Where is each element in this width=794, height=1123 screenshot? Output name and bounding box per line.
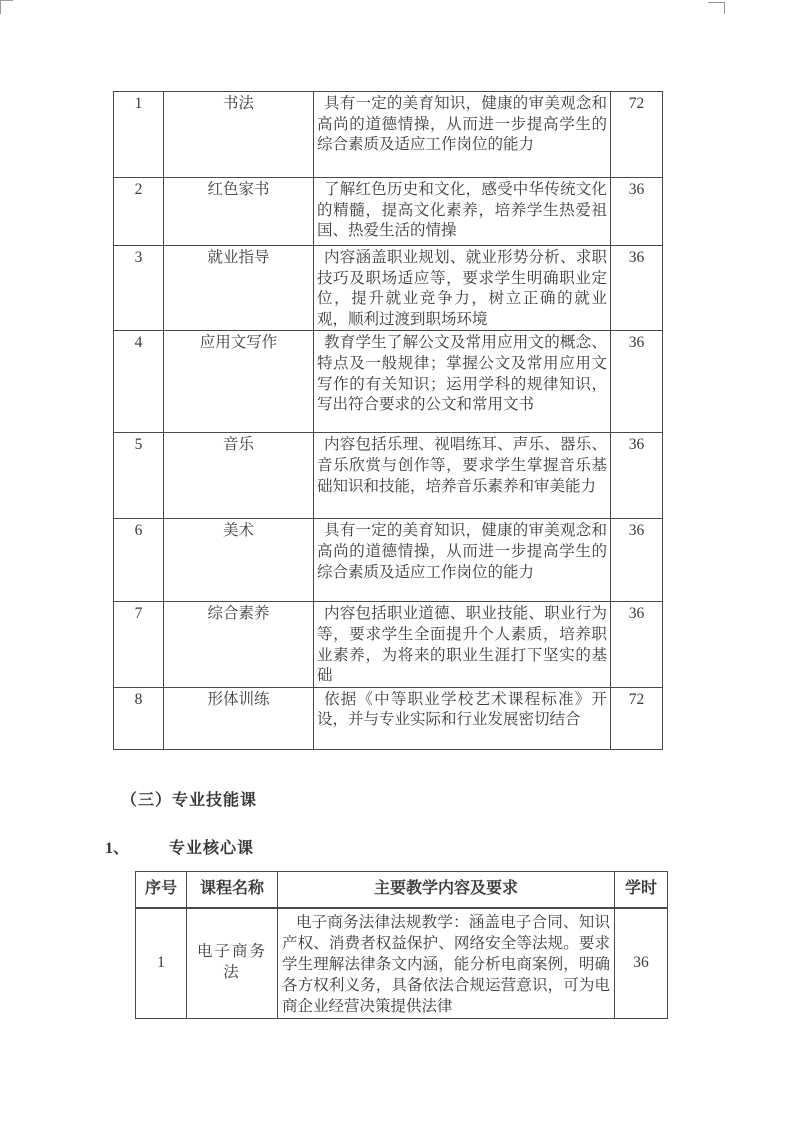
course-description-cell: 具有一定的美育知识，健康的审美观念和高尚的道德情操，从而进一步提高学生的综合素质及适应工作岗位的能力 xyxy=(314,92,611,178)
header-no-cell: 序号 xyxy=(136,872,187,908)
general-courses-table xyxy=(113,91,663,750)
row-number-cell: 8 xyxy=(114,687,164,749)
row-number-cell: 2 xyxy=(114,178,164,246)
course-name-cell: 红色家书 xyxy=(164,178,314,246)
course-description-cell: 内容包括乐理、视唱练耳、声乐、器乐、音乐欣赏与创作等，要求学生掌握音乐基础知识和技能，培养音乐素养和审美能力 xyxy=(314,433,611,519)
crop-mark-top-left-icon xyxy=(0,0,13,14)
table-row xyxy=(114,92,663,178)
course-hours-cell: 36 xyxy=(611,433,663,519)
header-content-cell: 主要教学内容及要求 xyxy=(278,872,615,908)
course-hours-cell: 36 xyxy=(611,178,663,246)
subsection-heading xyxy=(105,835,254,858)
course-description-cell: 依据《中等职业学校艺术课程标准》开设，并与专业实际和行业发展密切结合 xyxy=(314,687,611,749)
row-number-cell: 3 xyxy=(114,246,164,331)
table-row xyxy=(114,178,663,246)
course-name-cell: 书法 xyxy=(164,92,314,178)
table-row xyxy=(114,246,663,331)
table-row xyxy=(114,602,663,687)
course-description-cell: 了解红色历史和文化，感受中华传统文化的精髓，提高文化素养，培养学生热爱祖国、热爱生活的情操 xyxy=(314,178,611,246)
table-row xyxy=(114,433,663,519)
header-course-cell: 课程名称 xyxy=(187,872,278,908)
subsection-number: 1、 xyxy=(105,840,130,857)
course-description-cell: 电子商务法律法规教学：涵盖电子合同、知识产权、消费者权益保护、网络安全等法规。要求学生理解法律条文内涵，能分析电商案例，明确各方权利义务，具备依法合规运营意识，可为电商企业经营决策提供法律 xyxy=(278,908,615,1019)
crop-mark-top-right-icon xyxy=(708,2,725,14)
core-courses-table xyxy=(135,871,668,1019)
course-hours-cell: 36 xyxy=(611,331,663,433)
course-name-cell: 形体训练 xyxy=(164,687,314,749)
course-description-cell: 内容涵盖职业规划、就业形势分析、求职技巧及职场适应等，要求学生明确职业定位，提升就业竞争力，树立正确的就业观，顺利过渡到职场环境 xyxy=(314,246,611,331)
row-number-cell: 5 xyxy=(114,433,164,519)
header-hours-cell: 学时 xyxy=(615,872,668,908)
table-row xyxy=(114,519,663,602)
row-number-cell: 1 xyxy=(114,92,164,178)
table-row xyxy=(114,687,663,749)
row-number-cell: 4 xyxy=(114,331,164,433)
course-hours-cell: 36 xyxy=(615,908,668,1019)
table-row xyxy=(114,331,663,433)
subsection-title: 专业核心课 xyxy=(169,840,255,857)
table-header-row xyxy=(136,872,668,908)
course-name-cell: 应用文写作 xyxy=(164,331,314,433)
row-number-cell: 1 xyxy=(136,908,187,1019)
course-description-cell: 内容包括职业道德、职业技能、职业行为等，要求学生全面提升个人素质，培养职业素养，为将来的职业生涯打下坚实的基础 xyxy=(314,602,611,687)
table-row xyxy=(136,908,668,1019)
course-description-cell: 教育学生了解公文及常用应用文的概念、特点及一般规律；掌握公文及常用应用文写作的有关知识；运用学科的规律知识，写出符合要求的公文和常用文书 xyxy=(314,331,611,433)
course-hours-cell: 36 xyxy=(611,519,663,602)
course-hours-cell: 72 xyxy=(611,687,663,749)
course-name-cell: 电子商务法 xyxy=(187,908,278,1019)
course-name-cell: 综合素养 xyxy=(164,602,314,687)
course-hours-cell: 36 xyxy=(611,246,663,331)
course-name-cell: 美术 xyxy=(164,519,314,602)
course-description-cell: 具有一定的美育知识，健康的审美观念和高尚的道德情操，从而进一步提高学生的综合素质及适应工作岗位的能力 xyxy=(314,519,611,602)
section-heading: （三）专业技能课 xyxy=(121,792,258,809)
course-hours-cell: 36 xyxy=(611,602,663,687)
course-name-cell: 就业指导 xyxy=(164,246,314,331)
row-number-cell: 6 xyxy=(114,519,164,602)
course-name-cell: 音乐 xyxy=(164,433,314,519)
course-hours-cell: 72 xyxy=(611,92,663,178)
row-number-cell: 7 xyxy=(114,602,164,687)
